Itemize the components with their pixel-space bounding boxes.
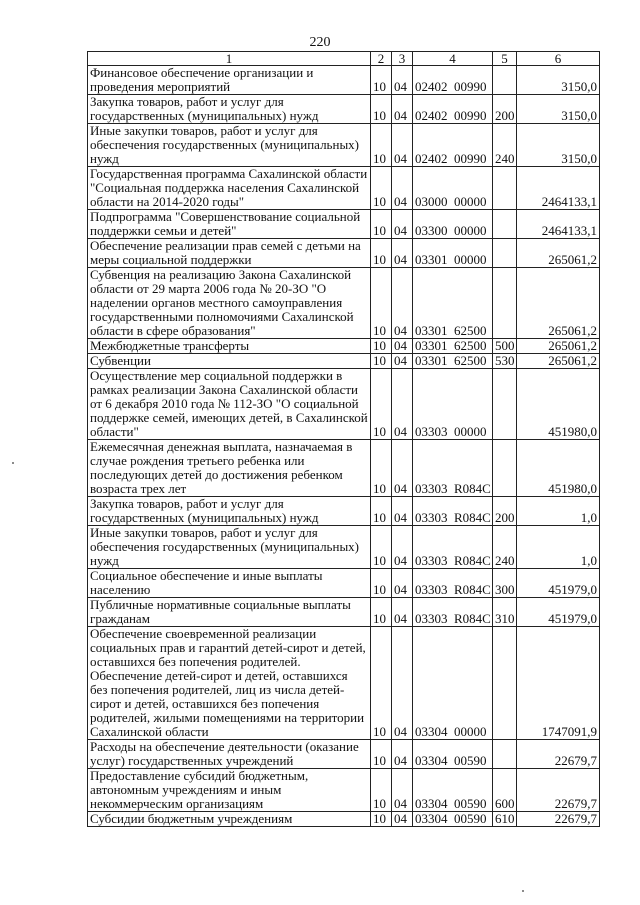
section-code: 10 [371, 598, 392, 627]
target-article-code: 03303 R084C [413, 440, 493, 497]
subsection-code: 04 [392, 95, 413, 124]
amount: 451979,0 [517, 569, 600, 598]
amount: 265061,2 [517, 339, 600, 354]
target-article-code: 03300 00000 [413, 210, 493, 239]
target-article-code: 03304 00590 [413, 740, 493, 769]
subsection-code: 04 [392, 497, 413, 526]
subsection-code: 04 [392, 369, 413, 440]
subsection-code: 04 [392, 769, 413, 812]
table-row [88, 124, 600, 167]
expense-type-code: 600 [493, 769, 517, 812]
section-code: 10 [371, 354, 392, 369]
expense-type-code: 610 [493, 812, 517, 827]
expense-type-code [493, 167, 517, 210]
section-code: 10 [371, 627, 392, 740]
expense-type-code [493, 627, 517, 740]
amount: 3150,0 [517, 95, 600, 124]
target-article-code: 03304 00000 [413, 627, 493, 740]
table-row [88, 210, 600, 239]
subsection-code: 04 [392, 66, 413, 95]
amount: 265061,2 [517, 268, 600, 339]
column-number-row [88, 52, 600, 66]
amount: 3150,0 [517, 66, 600, 95]
expense-type-code: 530 [493, 354, 517, 369]
column-header: 1 [88, 52, 371, 66]
subsection-code: 04 [392, 124, 413, 167]
column-header: 4 [413, 52, 493, 66]
section-code: 10 [371, 339, 392, 354]
target-article-code: 03303 R084C [413, 569, 493, 598]
section-code: 10 [371, 740, 392, 769]
section-code: 10 [371, 210, 392, 239]
section-code: 10 [371, 526, 392, 569]
target-article-code: 02402 00990 [413, 66, 493, 95]
section-code: 10 [371, 812, 392, 827]
subsection-code: 04 [392, 740, 413, 769]
column-header: 6 [517, 52, 600, 66]
table-row [88, 627, 600, 740]
target-article-code: 03304 00590 [413, 812, 493, 827]
target-article-code: 03301 62500 [413, 268, 493, 339]
item-name: Закупка товаров, работ и услуг для государственных (муниципальных) нужд [88, 95, 371, 124]
item-name: Финансовое обеспечение организации и проведения мероприятий [88, 66, 371, 95]
amount: 451980,0 [517, 369, 600, 440]
target-article-code: 02402 00990 [413, 124, 493, 167]
amount: 265061,2 [517, 239, 600, 268]
expense-type-code [493, 239, 517, 268]
expense-type-code: 500 [493, 339, 517, 354]
target-article-code: 03303 R084C [413, 497, 493, 526]
table-row [88, 526, 600, 569]
column-header: 5 [493, 52, 517, 66]
table-row [88, 66, 600, 95]
section-code: 10 [371, 124, 392, 167]
expense-type-code [493, 210, 517, 239]
target-article-code: 03301 00000 [413, 239, 493, 268]
item-name: Предоставление субсидий бюджетным, автономным учреждениям и иным некоммерческим организациям [88, 769, 371, 812]
expense-type-code [493, 440, 517, 497]
amount: 451980,0 [517, 440, 600, 497]
budget-table [87, 51, 600, 827]
section-code: 10 [371, 440, 392, 497]
item-name: Иные закупки товаров, работ и услуг для обеспечения государственных (муниципальных) нужд [88, 526, 371, 569]
target-article-code: 03303 R084C [413, 598, 493, 627]
item-name: Субсидии бюджетным учреждениям [88, 812, 371, 827]
item-name: Субвенции [88, 354, 371, 369]
target-article-code: 03301 62500 [413, 354, 493, 369]
amount: 3150,0 [517, 124, 600, 167]
subsection-code: 04 [392, 354, 413, 369]
item-name: Расходы на обеспечение деятельности (оказание услуг) государственных учреждений [88, 740, 371, 769]
item-name: Ежемесячная денежная выплата, назначаемая в случае рождения третьего ребенка или последующих детей до достижения ребенком возраста трех лет [88, 440, 371, 497]
item-name: Государственная программа Сахалинской области "Социальная поддержка населения Сахалинской области на 2014-2020 годы" [88, 167, 371, 210]
section-code: 10 [371, 167, 392, 210]
amount: 1,0 [517, 497, 600, 526]
expense-type-code [493, 369, 517, 440]
table-row [88, 369, 600, 440]
table-row [88, 354, 600, 369]
table-row [88, 339, 600, 354]
subsection-code: 04 [392, 440, 413, 497]
item-name: Публичные нормативные социальные выплаты гражданам [88, 598, 371, 627]
amount: 22679,7 [517, 812, 600, 827]
expense-type-code [493, 740, 517, 769]
item-name: Иные закупки товаров, работ и услуг для обеспечения государственных (муниципальных) нужд [88, 124, 371, 167]
section-code: 10 [371, 769, 392, 812]
table-row [88, 167, 600, 210]
subsection-code: 04 [392, 210, 413, 239]
amount: 2464133,1 [517, 210, 600, 239]
expense-type-code: 200 [493, 95, 517, 124]
section-code: 10 [371, 369, 392, 440]
target-article-code: 03000 00000 [413, 167, 493, 210]
column-header: 3 [392, 52, 413, 66]
table-row [88, 598, 600, 627]
column-header: 2 [371, 52, 392, 66]
table-row [88, 239, 600, 268]
section-code: 10 [371, 95, 392, 124]
target-article-code: 03301 62500 [413, 339, 493, 354]
expense-type-code: 200 [493, 497, 517, 526]
section-code: 10 [371, 66, 392, 95]
subsection-code: 04 [392, 239, 413, 268]
subsection-code: 04 [392, 268, 413, 339]
item-name: Закупка товаров, работ и услуг для государственных (муниципальных) нужд [88, 497, 371, 526]
table-row [88, 769, 600, 812]
table-row [88, 497, 600, 526]
section-code: 10 [371, 239, 392, 268]
item-name: Осуществление мер социальной поддержки в рамках реализации Закона Сахалинской области от 6 декабря 2010 года № 112-ЗО "О социальной поддержке семей, имеющих детей, в Сахалинской области" [88, 369, 371, 440]
subsection-code: 04 [392, 167, 413, 210]
section-code: 10 [371, 268, 392, 339]
scan-speck [522, 890, 524, 892]
target-article-code: 03303 00000 [413, 369, 493, 440]
section-code: 10 [371, 569, 392, 598]
item-name: Субвенция на реализацию Закона Сахалинской области от 29 марта 2006 года № 20-ЗО "О наделении органов местного самоуправления государственными полномочиями Сахалинской области в сфере образования" [88, 268, 371, 339]
amount: 265061,2 [517, 354, 600, 369]
subsection-code: 04 [392, 598, 413, 627]
expense-type-code [493, 66, 517, 95]
target-article-code: 03304 00590 [413, 769, 493, 812]
item-name: Подпрограмма "Совершенствование социальной поддержки семьи и детей" [88, 210, 371, 239]
amount: 1,0 [517, 526, 600, 569]
target-article-code: 02402 00990 [413, 95, 493, 124]
scan-speck [12, 462, 14, 464]
amount: 22679,7 [517, 769, 600, 812]
item-name: Обеспечение реализации прав семей с детьми на меры социальной поддержки [88, 239, 371, 268]
table-row [88, 812, 600, 827]
expense-type-code: 300 [493, 569, 517, 598]
amount: 22679,7 [517, 740, 600, 769]
item-name: Обеспечение своевременной реализации социальных прав и гарантий детей-сирот и детей, оставшихся без попечения родителей. Обеспечение детей-сирот и детей, оставшихся без попечения родителей, лиц из числа детей-сирот и детей, оставшихся без попечения родителей, жилыми помещениями на территории Сахалинской области [88, 627, 371, 740]
item-name: Социальное обеспечение и иные выплаты населению [88, 569, 371, 598]
subsection-code: 04 [392, 339, 413, 354]
expense-type-code: 240 [493, 124, 517, 167]
section-code: 10 [371, 497, 392, 526]
table-row [88, 569, 600, 598]
subsection-code: 04 [392, 627, 413, 740]
subsection-code: 04 [392, 526, 413, 569]
amount: 2464133,1 [517, 167, 600, 210]
table-row [88, 268, 600, 339]
expense-type-code [493, 268, 517, 339]
table-row [88, 440, 600, 497]
subsection-code: 04 [392, 812, 413, 827]
expense-type-code: 240 [493, 526, 517, 569]
expense-type-code: 310 [493, 598, 517, 627]
amount: 1747091,9 [517, 627, 600, 740]
page-number: 220 [309, 35, 331, 50]
table-row [88, 95, 600, 124]
subsection-code: 04 [392, 569, 413, 598]
amount: 451979,0 [517, 598, 600, 627]
table-row [88, 740, 600, 769]
item-name: Межбюджетные трансферты [88, 339, 371, 354]
target-article-code: 03303 R084C [413, 526, 493, 569]
